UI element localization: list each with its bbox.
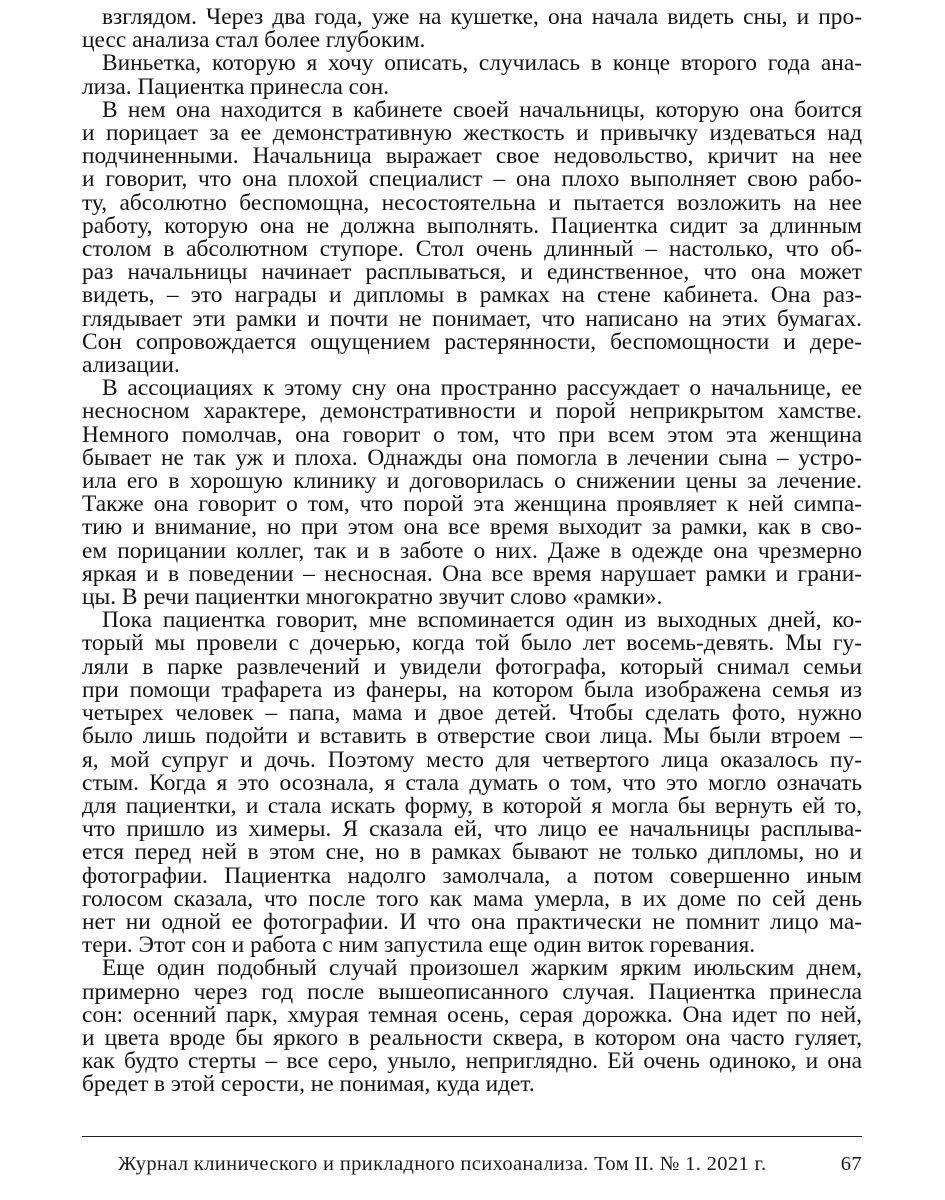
text-line: Виньетка, которую я хочу описать, случилась в конце второго года ана- — [102, 50, 862, 77]
text-line: Немного помолчав, она говорит о том, что при всем этом эта женщина — [82, 421, 862, 448]
text-line: и порицает за ее демонстративную жесткость и привычку издеваться над — [82, 120, 862, 147]
text-line: В нем она находится в кабинете своей начальницы, которую она боится — [102, 96, 862, 123]
text-line: нет ни одной ее фотографии. И что она практически не помнит лицо ма- — [82, 908, 862, 935]
text-line: несносном характере, демонстративности и порой неприкрытом хамстве. — [82, 398, 862, 425]
text-line: торый мы провели с дочерью, когда той было лет восемь-девять. Мы гу- — [82, 630, 862, 657]
page-number: 67 — [840, 1153, 862, 1175]
text-line: видеть, – это награды и дипломы в рамках на стене кабинета. Она раз- — [82, 282, 862, 309]
text-line: и цвета вроде бы яркого в реальности сквера, в котором она часто гуляет, — [82, 1024, 862, 1051]
text-line: глядывает эти рамки и почти не понимает, что написано на этих бумагах. — [82, 305, 862, 332]
text-line: бывает не так уж и плоха. Однажды она помогла в лечении сына – устро- — [82, 444, 862, 471]
text-line: как будто стерты – все серо, уныло, неприглядно. Ей очень одиноко, и она — [82, 1048, 862, 1075]
text-line: бредет в этой серости, не понимая, куда идет. — [82, 1071, 535, 1098]
paragraph — [82, 6, 862, 52]
text-line: я, мой супруг и дочь. Поэтому место для четвертого лица оказалось пу- — [82, 746, 862, 773]
text-line: цесс анализа стал более глубоким. — [82, 27, 426, 54]
text-line: для пациентки, и стала искать форму, в которой я могла бы вернуть ей то, — [82, 792, 862, 819]
text-line: Еще один подобный случай произошел жарким ярким июльским днем, — [102, 955, 862, 982]
paragraph — [82, 609, 862, 957]
text-line: подчиненными. Начальница выражает свое недовольство, кричит на нее — [82, 143, 862, 170]
text-line: сон: осенний парк, хмурая темная осень, серая дорожка. Она идет по ней, — [82, 1001, 862, 1028]
text-line: В ассоциациях к этому сну она пространно рассуждает о начальнице, ее — [102, 375, 862, 402]
text-line: при помощи трафарета из фанеры, на котором была изображена семья из — [82, 676, 862, 703]
text-line: цы. В речи пациентки многократно звучит слово «рамки». — [82, 584, 663, 611]
text-line: лиза. Пациентка принесла сон. — [82, 73, 390, 100]
text-line: Пока пациентка говорит, мне вспоминается один из выходных дней, ко- — [102, 607, 862, 634]
text-line: работу, которую она не должна выполнять. Пациентка сидит за длинным — [82, 212, 862, 239]
text-line: было лишь подойти и вставить в отверстие свои лица. Мы были втроем – — [82, 723, 862, 750]
text-line: фотографии. Пациентка надолго замолчала, а потом совершенно иным — [82, 862, 862, 889]
text-line: и говорит, что она плохой специалист – она плохо выполняет свою рабо- — [82, 166, 862, 193]
paragraph — [82, 52, 862, 98]
text-line: тери. Этот сон и работа с ним запустила еще один виток горевания. — [82, 932, 756, 959]
text-line: ализации. — [82, 352, 180, 379]
text-line: взглядом. Через два года, уже на кушетке, она начала видеть сны, и про- — [102, 4, 862, 30]
text-line: ем порицании коллег, так и в заботе о них. Даже в одежде она чрезмерно — [82, 537, 862, 564]
text-line: ила его в хорошую клинику и договорилась о снижении цены за лечение. — [82, 468, 862, 495]
paragraph — [82, 957, 862, 1096]
journal-citation: Журнал клинического и прикладного психоанализа. Том II. № 1. 2021 г. — [118, 1153, 767, 1175]
page-footer — [82, 1151, 862, 1177]
text-line: столом в абсолютном ступоре. Стол очень длинный – настолько, что об- — [82, 236, 862, 263]
text-line: Также она говорит о том, что порой эта женщина проявляет к ней симпа- — [82, 491, 862, 518]
text-line: яркая и в поведении – несносная. Она все время нарушает рамки и грани- — [82, 560, 862, 587]
text-line: примерно через год после вышеописанного случая. Пациентка принесла — [82, 978, 862, 1005]
text-line: что пришло из химеры. Я сказала ей, что лицо ее начальницы расплыва- — [82, 816, 862, 843]
text-line: Сон сопровождается ощущением растерянности, беспомощности и дере- — [82, 328, 862, 355]
text-line: четырех человек – папа, мама и двое детей. Чтобы сделать фото, нужно — [82, 700, 862, 727]
footer-divider — [82, 1136, 862, 1137]
article-body — [82, 6, 862, 1097]
text-line: голосом сказала, что после того как мама умерла, в их доме по сей день — [82, 885, 862, 912]
text-line: стым. Когда я это осознала, я стала думать о том, что это могло означать — [82, 769, 862, 796]
paragraph — [82, 377, 862, 609]
text-line: ется перед ней в этом сне, но в рамках бывают не только дипломы, но и — [82, 839, 862, 866]
text-line: ляли в парке развлечений и увидели фотографа, который снимал семьи — [82, 653, 862, 680]
text-line: тию и внимание, но при этом она все время выходит за рамки, как в сво- — [82, 514, 862, 541]
text-line: раз начальницы начинает расплываться, и единственное, что она может — [82, 259, 862, 286]
paragraph — [82, 96, 862, 379]
text-line: ту, абсолютно беспомощна, несостоятельна и пытается возложить на нее — [82, 189, 862, 216]
